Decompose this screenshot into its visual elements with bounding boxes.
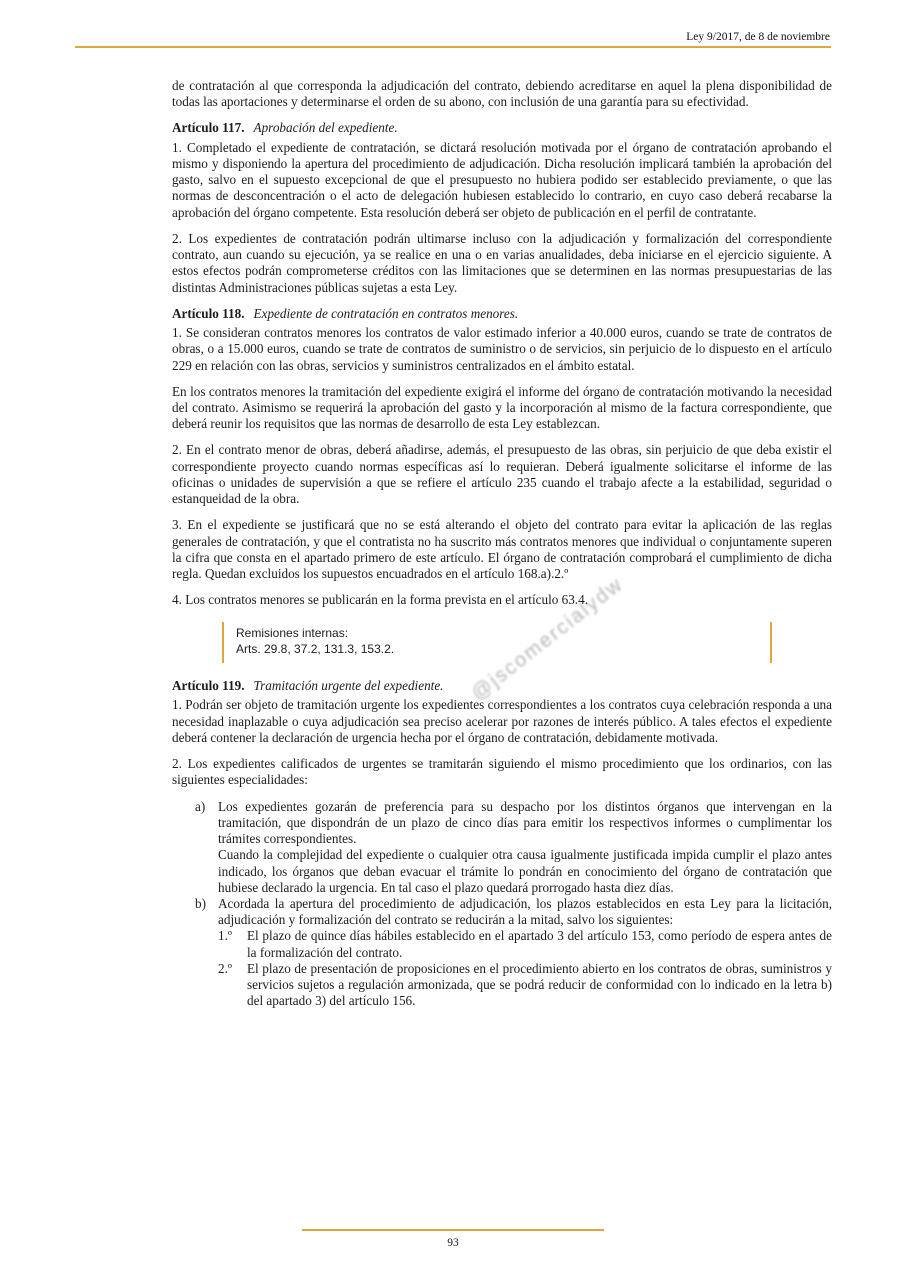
list-item-b-body (218, 896, 832, 1010)
article-117-paragraph-1: 1. Completado el expediente de contratación, se dictará resolución motivada por el órgano de contratación aprobando el mismo y disponiendo la apertura del procedimiento de adjudicación. Dicha resolución implicará también la aprobación del gasto, salvo en el supuesto excepcional de que el presupuesto no hubiera podido ser establecido previamente, o que las normas de desconcentración o el acto de delegación hubiesen establecido lo contrario, en cuyo caso deberá recabarse la aprobación del órgano competente. Esta resolución deberá ser objeto de publicación en el perfil de contratante. (172, 139, 832, 220)
list-item-a-paragraph-1: Los expedientes gozarán de preferencia para su despacho por los distintos órganos que intervengan en la tramitación, que dispondrán de un plazo de cinco días para emitir los respectivos informes o cumplimentar los trámites correspondientes. (218, 798, 832, 847)
sublist-item-2-marker: 2.º (218, 960, 232, 976)
article-118-paragraph-5: 4. Los contratos menores se publicarán en la forma prevista en el artículo 63.4. (172, 592, 588, 608)
article-117-title: Aprobación del expediente. (253, 120, 398, 136)
sublist-item-1-marker: 1.º (218, 928, 232, 944)
article-118-paragraph-3: 2. En el contrato menor de obras, deberá añadirse, además, el presupuesto de las obras, sin perjuicio de que deba existir el correspondiente proyecto cuando normas específicas así lo requieran. Deberá igualmente solicitarse el informe de las oficinas o unidades de supervisión a que se refiere el artículo 235 cuando el trabajo afecte a la estabilidad, seguridad o estanqueidad de la obra. (172, 442, 832, 507)
page-content (172, 78, 832, 1010)
article-118-heading (172, 306, 832, 322)
header-rule (75, 46, 831, 48)
article-119-number: Artículo 119. (172, 678, 245, 694)
article-118-paragraph-2: En los contratos menores la tramitación del expediente exigirá el informe del órgano de contratación motivando la necesidad del contrato. Asimismo se requerirá la aprobación del gasto y la incorporación al mismo de la factura correspondiente, que deberá reunir los requisitos que las normas de desarrollo de esta Ley establezcan. (172, 383, 832, 432)
list-item-a (195, 799, 832, 896)
footer-rule (302, 1229, 604, 1231)
note-references: Arts. 29.8, 37.2, 131.3, 153.2. (236, 642, 395, 657)
article-117-number: Artículo 117. (172, 120, 245, 136)
article-118-title: Expediente de contratación en contratos menores. (253, 305, 519, 321)
law-reference: Ley 9/2017, de 8 de noviembre (686, 31, 830, 43)
article-119-heading (172, 678, 832, 694)
article-117-paragraph-2: 2. Los expedientes de contratación podrán ultimarse incluso con la adjudicación y formalización del correspondiente contrato, aun cuando su ejecución, ya se realice en una o en varias anualidades, deba iniciarse en el ejercicio siguiente. A estos efectos podrán comprometerse créditos con las limitaciones que se determinen en las normas presupuestarias de las distintas Administraciones públicas sujetas a esta Ley. (172, 230, 832, 295)
note-body (224, 622, 770, 664)
intro-paragraph: de contratación al que corresponda la adjudicación del contrato, debiendo acreditarse en aquel la plena disponibilidad de todas las aportaciones y determinarse el orden de su abono, con inclusión de una garantía para su efectividad. (172, 78, 832, 110)
sublist-item-2-text: El plazo de presentación de proposiciones en el procedimiento abierto en los contratos de obras, suministros y servicios sujetos a regulación armonizada, que se podrá reducir de conformidad con lo indicado en la letra b) del apartado 3) del artículo 156. (247, 960, 832, 1009)
article-117-heading (172, 120, 832, 136)
list-item-a-body (218, 799, 832, 896)
list-item-a-paragraph-2: Cuando la complejidad del expediente o cualquier otra causa igualmente justificada impida cumplir el plazo antes indicado, los órganos que deban evacuar el trámite lo pondrán en conocimiento del órgano de contratación que hubiese declarado la urgencia. En tal caso el plazo quedará prorrogado hasta diez días. (218, 847, 832, 895)
article-119-title: Tramitación urgente del expediente. (253, 678, 444, 694)
article-119-paragraph-1: 1. Podrán ser objeto de tramitación urgente los expedientes correspondientes a los contratos cuya celebración responda a una necesidad inaplazable o cuya adjudicación sea preciso acelerar por razones de interés público. A tales efectos el expediente deberá contener la declaración de urgencia hecha por el órgano de contratación, debidamente motivada. (172, 697, 832, 745)
article-119-list (195, 799, 832, 1010)
list-item-b-marker: b) (195, 895, 206, 911)
sublist-item-1-text: El plazo de quince días hábiles establecido en el apartado 3 del artículo 153, como período de espera antes de la formalización del contrato. (247, 928, 832, 960)
sublist-item-1 (218, 928, 832, 960)
watermark: @jscomercialydw (467, 573, 628, 706)
article-118-paragraph-1: 1. Se consideran contratos menores los contratos de valor estimado inferior a 40.000 euros, cuando se trate de contratos de obras, o a 15.000 euros, cuando se trate de contratos de suministro o de servicios, sin perjuicio de lo dispuesto en el artículo 229 en relación con las obras, servicios y suministros centralizados en el ámbito estatal. (172, 325, 832, 373)
list-item-b-text: Acordada la apertura del procedimiento de adjudicación, los plazos establecidos en esta Ley para la licitación, adjudicación y formalización del contrato se reducirán a la mitad, salvo los siguientes: (218, 895, 832, 928)
article-119-paragraph-2: 2. Los expedientes calificados de urgentes se tramitarán siguiendo el mismo procedimiento que los ordinarios, con las siguientes especialidades: (172, 756, 832, 788)
note-right-bar (770, 622, 772, 664)
article-118-paragraph-4: 3. En el expediente se justificará que no se está alterando el objeto del contrato para evitar la aplicación de las reglas generales de contratación, y que el contratista no ha suscrito más contratos menores que individual o conjuntamente superen la cifra que consta en el apartado primero de este artículo. El órgano de contratación comprobará el cumplimiento de dicha regla. Quedan excluidos los supuestos encuadrados en el artículo 168.a).2.º (172, 517, 832, 582)
page-number: 93 (447, 1237, 459, 1249)
article-118-number: Artículo 118. (172, 305, 245, 321)
sublist-item-2 (218, 961, 832, 1010)
note-title: Remisiones internas: (236, 625, 349, 640)
internal-references-note (222, 622, 772, 664)
list-item-a-marker: a) (195, 798, 206, 814)
list-item-b (195, 896, 832, 1010)
